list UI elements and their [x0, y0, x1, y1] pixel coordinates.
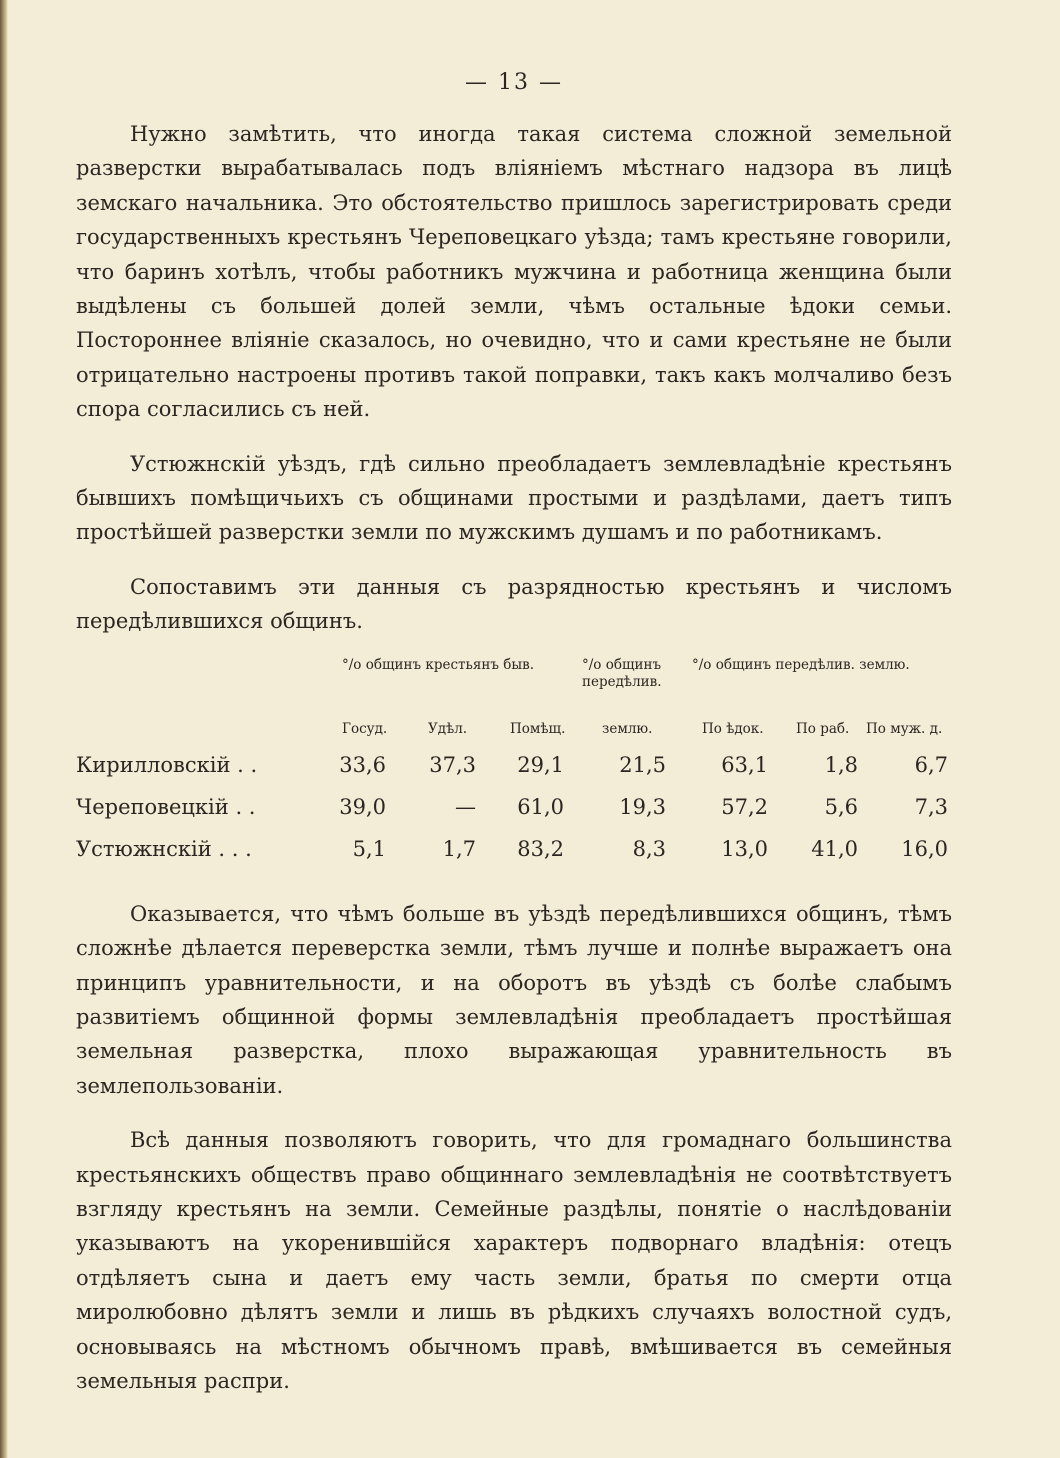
paragraph: Устюжнскій уѣздъ, гдѣ сильно преобладаетъ землевладѣніе крестьянъ бывшихъ помѣщичьихъ съ общинами простыми и раздѣлами, даетъ типъ простѣйшей разверстки земли по мужскимъ душамъ и по работникамъ.: [76, 451, 952, 545]
table-column-header: Госуд.: [342, 720, 388, 737]
cell: —: [455, 794, 476, 819]
cell: 16,0: [901, 836, 948, 861]
table-row: [76, 795, 952, 829]
row-label: Устюжнскій . . .: [76, 836, 252, 861]
row-label: Кирилловскій . .: [76, 752, 258, 777]
table-group-header: °/o общинъ передѣлив.: [582, 656, 662, 690]
table-column-header: По раб.: [796, 720, 850, 737]
document-page: [76, 64, 952, 1398]
cell: 13,0: [721, 836, 768, 861]
cell: 21,5: [619, 752, 666, 777]
paragraph: Нужно замѣтить, что иногда такая система сложной земельной разверстки вырабатывалась подъ вліяніемъ мѣстнаго надзора въ лицѣ земскаго начальника. Это обстоятельство пришлось зарегистрировать среди государственныхъ крестьянъ Череповецкаго уѣзда; тамъ крестьяне говорили, что баринъ хотѣлъ, чтобы работникъ мужчина и работница женщина были выдѣлены съ большей долей земли, чѣмъ остальные ѣдоки семьи. Постороннее вліяніе сказалось, но очевидно, что и сами крестьяне не были отрицательно настроены противъ такой поправки, такъ какъ молчаливо безъ спора согласились съ ней.: [76, 122, 952, 422]
cell: 6,7: [914, 752, 948, 777]
cell: 41,0: [811, 836, 858, 861]
table-column-header: Удѣл.: [428, 720, 468, 737]
cell: 39,0: [339, 794, 386, 819]
paragraph: Всѣ данныя позволяютъ говорить, что для громаднаго большинства крестьянскихъ обществъ право общиннаго землевладѣнія не соотвѣтствуетъ взгляду крестьянъ на земли. Семейные раздѣлы, понятіе о наслѣдованіи указываютъ на укоренившійся характеръ подворнаго владѣнія: отецъ отдѣляетъ сына и даетъ ему часть земли, братья по смерти отца миролюбовно дѣлятъ земли и лишь въ рѣдкихъ случаяхъ волостной судъ, основываясь на мѣстномъ обычномъ правѣ, вмѣшивается въ семейныя земельныя распри.: [76, 1128, 952, 1393]
paragraph: Оказывается, что чѣмъ больше въ уѣздѣ передѣлившихся общинъ, тѣмъ сложнѣе дѣлается переверстка земли, тѣмъ лучше и полнѣе выражаетъ она принципъ уравнительности, и на оборотъ въ уѣздѣ съ болѣе слабымъ развитіемъ общинной формы землевладѣнія преобладаетъ простѣйшая земельная разверстка, плохо выражающая уравнительность въ землепользованіи.: [76, 901, 952, 1098]
statistics-table: [76, 657, 952, 875]
table-column-header: землю.: [602, 720, 653, 737]
cell: 61,0: [517, 794, 564, 819]
cell: 1,8: [824, 752, 858, 777]
table-group-header: °/o общинъ передѣлив. землю.: [692, 656, 910, 673]
page-binding-edge: [0, 0, 8, 1458]
cell: 5,1: [352, 836, 386, 861]
table-row: [76, 753, 952, 787]
paragraph: Сопоставимъ эти данныя съ разрядностью крестьянъ и числомъ передѣлившихся общинъ.: [76, 574, 952, 634]
row-label: Череповецкій . .: [76, 794, 256, 819]
cell: 29,1: [517, 752, 564, 777]
table-group-header: °/o общинъ крестьянъ быв.: [342, 656, 535, 673]
table-column-header: По ѣдок.: [702, 720, 764, 737]
page-number: — 13 —: [465, 70, 563, 95]
cell: 5,6: [824, 794, 858, 819]
cell: 19,3: [619, 794, 666, 819]
cell: 33,6: [339, 752, 386, 777]
table-row: [76, 837, 952, 871]
cell: 57,2: [721, 794, 768, 819]
cell: 7,3: [914, 794, 948, 819]
cell: 37,3: [429, 752, 476, 777]
table-column-header: Помѣщ.: [510, 720, 566, 737]
cell: 63,1: [721, 752, 768, 777]
cell: 1,7: [442, 836, 476, 861]
cell: 8,3: [632, 836, 666, 861]
cell: 83,2: [517, 836, 564, 861]
table-column-header: По муж. д.: [866, 720, 943, 737]
